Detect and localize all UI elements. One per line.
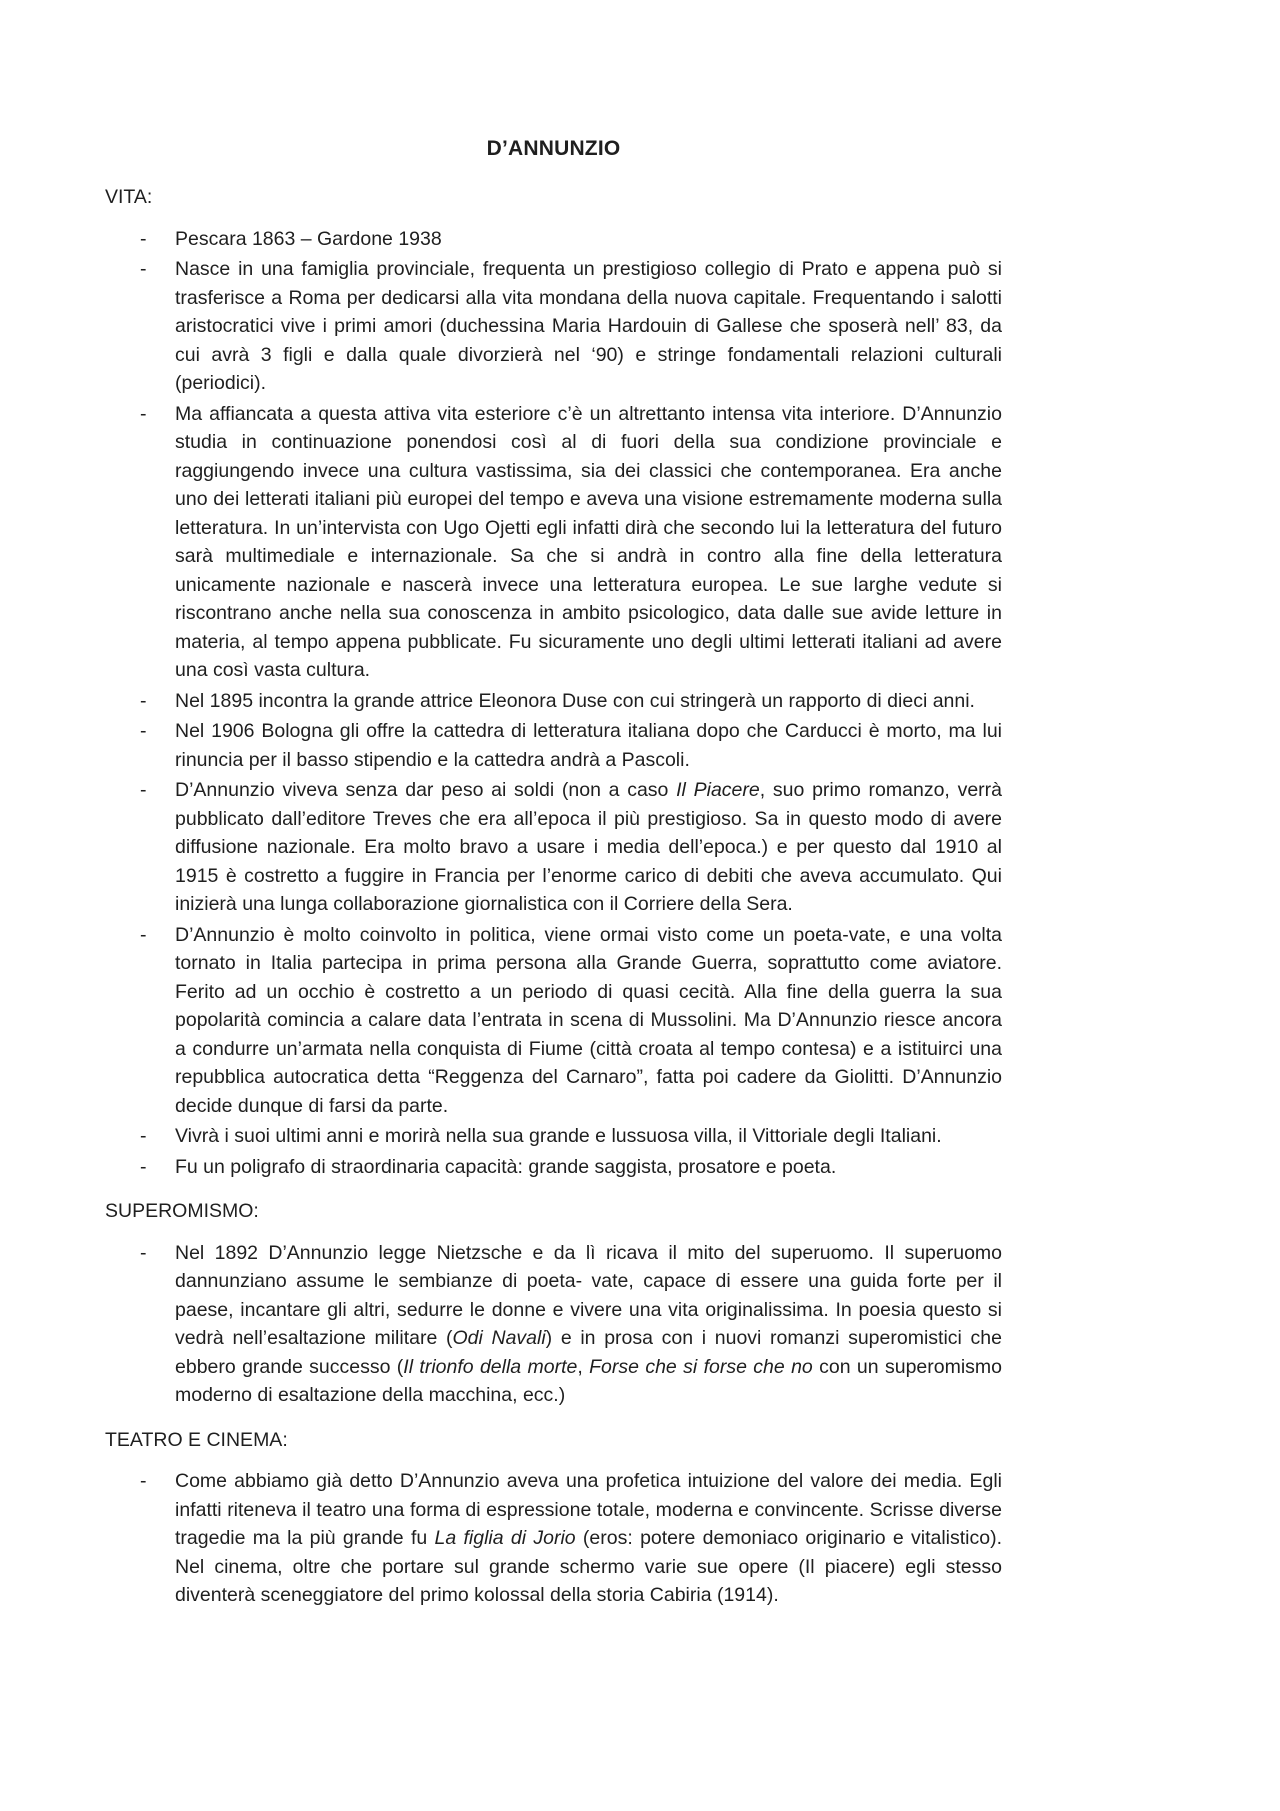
bullet-marker: - <box>140 1125 147 1147</box>
list-item <box>105 776 1002 919</box>
bullet-list <box>105 225 1002 1182</box>
list-item <box>105 1122 1002 1151</box>
list-item <box>105 717 1002 774</box>
italic-run: Il trionfo della morte <box>403 1355 578 1378</box>
text-run: Come abbiamo già detto D’Annunzio aveva una profetica intuizione del valore dei media. Egli infatti riteneva il teatro una forma di espressione totale, moderna e convincente. Scrisse diverse tragedie ma la più grande fu <box>175 1470 1002 1549</box>
list-item <box>105 1467 1002 1610</box>
bullet-marker: - <box>140 227 147 250</box>
bullet-marker: - <box>140 1241 147 1264</box>
document-title: D’ANNUNZIO <box>486 137 621 160</box>
section-heading-1: SUPEROMISMO: <box>105 1200 259 1222</box>
bullet-marker: - <box>140 1155 147 1178</box>
section-heading-0: VITA: <box>105 186 153 208</box>
text-run: Nel 1895 incontra la grande attrice Eleonora Duse con cui stringerà un rapporto di dieci anni. <box>175 689 975 712</box>
bullet-marker: - <box>140 720 147 742</box>
text-run: Nasce in una famiglia provinciale, frequenta un prestigioso collegio di Prato e appena può si trasferisce a Roma per dedicarsi alla vita mondana della nuova capitale. Frequentando i salotti aristocratici vive i primi amori (duchessina Maria Hardouin di Gallese che sposerà nell’ 83, da cui avrà 3 figli e dalla quale divorzierà nel ‘90) e stringe fondamentali relazioni culturali (periodici). <box>175 258 1002 394</box>
bullet-marker: - <box>140 258 147 280</box>
document-body <box>105 183 1002 1610</box>
list-item <box>105 1153 1002 1182</box>
italic-run: La figlia di Jorio <box>434 1527 576 1549</box>
bullet-list <box>105 1239 1002 1410</box>
italic-run: Odi Navali <box>452 1327 546 1349</box>
text-run: Fu un poligrafo di straordinaria capacità: grande saggista, prosatore e poeta. <box>175 1155 837 1178</box>
bullet-marker: - <box>140 923 147 946</box>
text-run: D’Annunzio è molto coinvolto in politica, viene ormai visto come un poeta-vate, e una volta tornato in Italia partecipa in prima persona alla Grande Guerra, soprattutto come aviatore. Ferito ad un occhio è costretto a un periodo di quasi cecità. Alla fine della guerra la sua popolarità comincia a calare data l’entrata in scena di Mussolini. Ma D’Annunzio riesce ancora a condurre un’armata nella conquista di Fiume (città croata al tempo contesa) e a istituirci una repubblica autocratica detta “Reggenza del Carnaro”, fatta poi cadere da Giolitti. D’Annunzio decide dunque di farsi da parte. <box>175 923 1002 1117</box>
bullet-marker: - <box>140 402 147 425</box>
text-run: , suo primo romanzo, verrà pubblicato dall’editore Treves che era all’epoca il più prestigioso. Sa in questo modo di avere diffusione nazionale. Era molto bravo a usare i media dell’epoca.) e per questo dal 1910 al 1915 è costretto a fuggire in Francia per l’enorme carico di debiti che aveva accumulato. Qui inizierà una lunga collaborazione giornalistica con il Corriere della Sera. <box>175 779 1002 915</box>
text-run: , <box>577 1355 590 1378</box>
text-run: Ma affiancata a questa attiva vita esteriore c’è un altrettanto intensa vita interiore. D’Annunzio studia in continuazione ponendosi così al di fuori della sua condizione provinciale e raggiungendo invece una cultura vastissima, sia dei classici che contemporanea. Era anche uno dei letterati italiani più europei del tempo e aveva una visione estremamente moderna sulla letteratura. In un’intervista con Ugo Ojetti egli infatti dirà che secondo lui la letteratura del futuro sarà multimediale e internazionale. Sa che si andrà in contro alla fine della letteratura unicamente nazionale e nascerà invece una letteratura europea. Le sue larghe vedute si riscontrano anche nella sua conoscenza in ambito psicologico, data dalle sue avide letture in materia, al tempo appena pubblicate. Fu sicuramente uno degli ultimi letterati italiani ad avere una così vasta cultura. <box>175 402 1002 681</box>
text-run: Nel 1892 D’Annunzio legge Nietzsche e da lì ricava il mito del superuomo. Il superuomo dannunziano assume le sembianze di poeta- vate, capace di essere una guida forte per il paese, incantare gli altri, sedurre le donne e vivere una vita originalissima. In poesia questo si vedrà nell’esaltazione militare ( <box>175 1241 1002 1349</box>
list-item <box>105 921 1002 1121</box>
list-item <box>105 255 1002 398</box>
text-run: ) e in prosa con i nuovi romanzi superomistici che ebbero grande successo ( <box>175 1327 1002 1378</box>
list-item <box>105 1239 1002 1410</box>
text-run: Nel 1906 Bologna gli offre la cattedra di letteratura italiana dopo che Carducci è morto, ma lui rinuncia per il basso stipendio e la cattedra andrà a Pascoli. <box>175 720 1002 771</box>
bullet-list <box>105 1467 1002 1610</box>
list-item <box>105 400 1002 685</box>
text-run: con un superomismo moderno di esaltazione della macchina, ecc.) <box>175 1355 1003 1406</box>
list-item <box>105 225 1002 254</box>
text-run: Vivrà i suoi ultimi anni e morirà nella sua grande e lussuosa villa, il Vittoriale degli Italiani. <box>175 1125 942 1147</box>
italic-run: Il Piacere <box>676 779 760 801</box>
text-run: D’Annunzio viveva senza dar peso ai soldi (non a caso <box>175 779 677 801</box>
list-item <box>105 687 1002 716</box>
text-run: (eros: potere demoniaco originario e vitalistico). Nel cinema, oltre che portare sul grande schermo varie sue opere (Il piacere) egli stesso diventerà sceneggiatore del primo kolossal della storia Cabiria (1914). <box>175 1527 1003 1606</box>
section-heading-2: TEATRO E CINEMA: <box>105 1428 288 1451</box>
text-run: Pescara 1863 – Gardone 1938 <box>175 227 442 250</box>
bullet-marker: - <box>140 689 147 712</box>
italic-run: Forse che si forse che no <box>589 1355 813 1378</box>
bullet-marker: - <box>140 1470 147 1492</box>
bullet-marker: - <box>140 779 147 801</box>
